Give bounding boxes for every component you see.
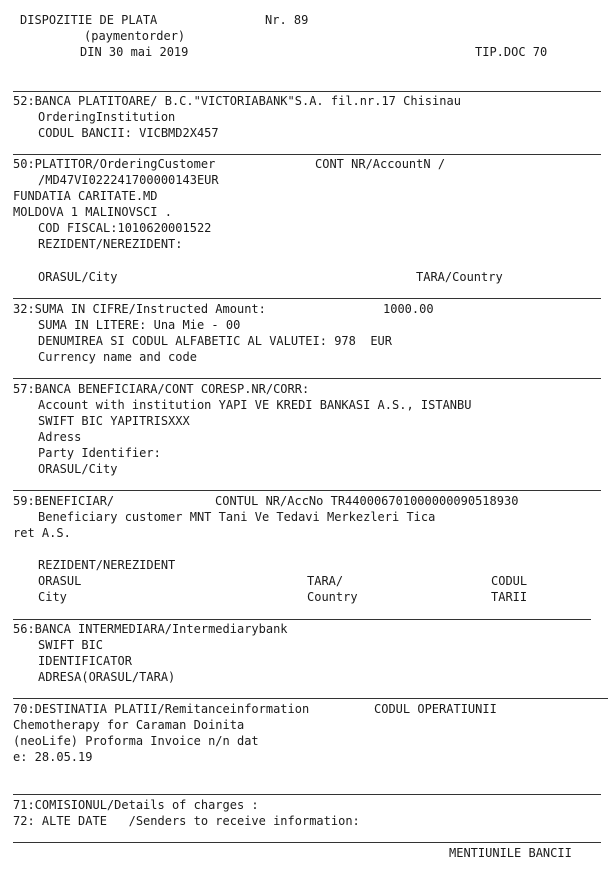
remittance-label: 70:DESTINATIA PLATII/Remitanceinformation xyxy=(13,702,310,716)
remittance-info-line: Chemotherapy for Caraman Doinita xyxy=(13,718,245,732)
bank-code: CODUL BANCII: VICBMD2X457 xyxy=(38,126,219,140)
instructed-amount-label: 32:SUMA IN CIFRE/Instructed Amount: xyxy=(13,302,266,316)
payer-account: /MD47VI022241700000143EUR xyxy=(38,173,219,187)
instructed-amount: 1000.00 xyxy=(383,302,434,316)
beneficiary-swift: SWIFT BIC YAPITRISXXX xyxy=(38,414,190,428)
section-divider xyxy=(13,842,601,843)
section-divider xyxy=(13,378,601,379)
intermediary-bank-label: 56:BANCA INTERMEDIARA/Intermediarybank xyxy=(13,622,288,636)
beneficiary-customer-cont: ret A.S. xyxy=(13,526,71,540)
fiscal-code: COD FISCAL:1010620001522 xyxy=(38,221,212,235)
document-type: TIP.DOC 70 xyxy=(475,45,548,59)
beneficiary-codul-label: CODUL xyxy=(491,574,528,588)
beneficiary-bank-address: Adress xyxy=(38,430,82,444)
beneficiary-bank-name: Account with institution YAPI VE KREDI BANKASI A.S., ISTANBU xyxy=(38,398,472,412)
document-date: DIN 30 mai 2019 xyxy=(80,45,189,59)
account-number-label: CONT NR/AccountN / xyxy=(315,157,446,171)
remittance-info-line: e: 28.05.19 xyxy=(13,750,93,764)
currency-label: Currency name and code xyxy=(38,350,197,364)
beneficiary-label: 59:BENEFICIAR/ xyxy=(13,494,115,508)
section-divider xyxy=(13,91,601,92)
ordering-institution-line: 52:BANCA PLATITOARE/ B.C."VICTORIABANK"S.A. fil.nr.17 Chisinau xyxy=(13,94,461,108)
payer-name: FUNDATIA CARITATE.MD xyxy=(13,189,158,203)
resident-status-label: REZIDENT/NEREZIDENT: xyxy=(38,237,183,251)
beneficiary-account: CONTUL NR/AccNo TR440006701000000090518930 xyxy=(215,494,519,508)
ordering-customer-label: 50:PLATITOR/OrderingCustomer xyxy=(13,157,216,171)
intermediary-identifier: IDENTIFICATOR xyxy=(38,654,132,668)
section-divider xyxy=(13,154,601,155)
document-subtitle: (paymentorder) xyxy=(84,29,186,43)
party-identifier: Party Identifier: xyxy=(38,446,161,460)
beneficiary-tara-label: TARA/ xyxy=(307,574,344,588)
payer-city-label: ORASUL/City xyxy=(38,270,118,284)
intermediary-swift: SWIFT BIC xyxy=(38,638,104,652)
currency-code: DENUMIREA SI CODUL ALFABETIC AL VALUTEI: 978 EUR xyxy=(38,334,393,348)
beneficiary-country-label: Country xyxy=(307,590,358,604)
payer-country-label: TARA/Country xyxy=(416,270,503,284)
beneficiary-bank-city: ORASUL/City xyxy=(38,462,118,476)
section-divider xyxy=(13,298,601,299)
sender-info: 72: ALTE DATE /Senders to receive information: xyxy=(13,814,360,828)
beneficiary-bank-label: 57:BANCA BENEFICIARA/CONT CORESP.NR/CORR: xyxy=(13,382,310,396)
beneficiary-city-label: City xyxy=(38,590,67,604)
section-divider xyxy=(13,698,608,699)
beneficiary-tarii-label: TARII xyxy=(491,590,528,604)
operation-code-label: CODUL OPERATIUNII xyxy=(374,702,497,716)
charges-details: 71:COMISIONUL/Details of charges : xyxy=(13,798,259,812)
bank-notes-label: MENTIUNILE BANCII xyxy=(449,846,572,860)
payer-address: MOLDOVA 1 MALINOVSCI . xyxy=(13,205,172,219)
amount-in-words: SUMA IN LITERE: Una Mie - 00 xyxy=(38,318,241,332)
document-title: DISPOZITIE DE PLATA xyxy=(20,13,158,27)
ordering-institution-label: OrderingInstitution xyxy=(38,110,176,124)
intermediary-address: ADRESA(ORASUL/TARA) xyxy=(38,670,176,684)
remittance-info-line: (neoLife) Proforma Invoice n/n dat xyxy=(13,734,259,748)
section-divider xyxy=(13,794,601,795)
beneficiary-orasul-label: ORASUL xyxy=(38,574,82,588)
document-number: Nr. 89 xyxy=(265,13,309,27)
beneficiary-customer: Beneficiary customer MNT Tani Ve Tedavi Merkezleri Tica xyxy=(38,510,436,524)
section-divider xyxy=(13,619,591,620)
beneficiary-resident-label: REZIDENT/NEREZIDENT xyxy=(38,558,176,572)
section-divider xyxy=(13,490,601,491)
